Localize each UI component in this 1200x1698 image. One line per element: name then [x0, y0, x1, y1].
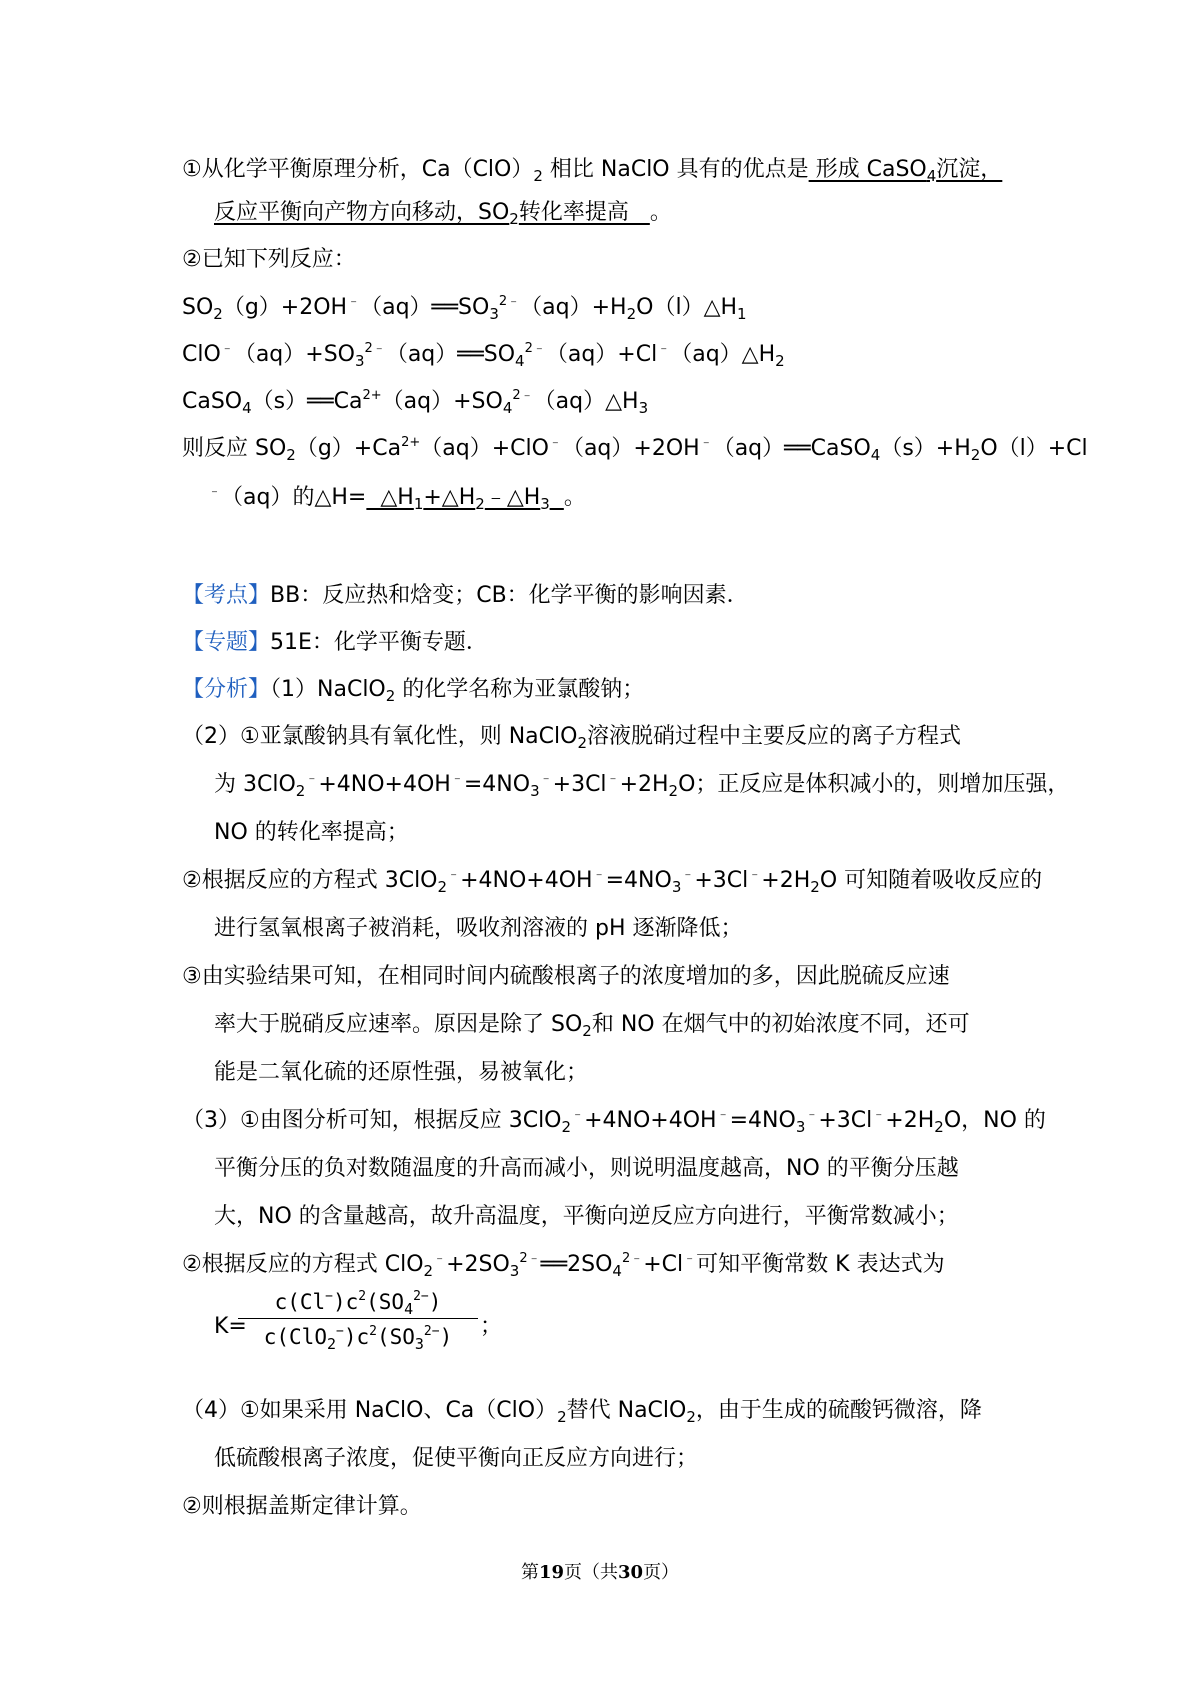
fenxi-line: 【分析】（1）NaClO$_2$ 的化学名称为亚氯酸钠； [182, 677, 645, 705]
kaodian-line: 【考点】BB：反应热和焓变；CB：化学平衡的影响因素． [182, 583, 749, 608]
zhuanti-tag: 【专题】 [182, 630, 271, 655]
answer-line-2: 反应平衡向产物方向移动，$SO_2$转化率提高 。 [214, 200, 672, 228]
analysis-7-line-1: （4）①如果采用 NaClO、$Ca(ClO)_2$替代 NaClO$_2$，由于生成的硫酸钙微溶，降 [182, 1398, 982, 1426]
kaodian-tag: 【考点】 [182, 583, 271, 608]
fenxi-tag: 【分析】 [182, 677, 271, 702]
analysis-5-line-3: 大，NO 的含量越高，故升高温度，平衡向逆反应方向进行，平衡常数减小； [214, 1204, 959, 1229]
target-reaction: 则反应 $SO_2(g)+Ca^{2+}(aq)+ClO^﹣(aq)+2OH^﹣(aq)══CaSO_4(s)+H_2O(l)+Cl$ [182, 435, 1088, 464]
page-footer: 第19页（共30页） [520, 1562, 680, 1583]
analysis-6-line-1: ②根据反应的方程式 $ClO_2^﹣+2SO_3^{2﹣}══2SO_4^{2﹣}+Cl^﹣$可知平衡常数 K 表达式为 [182, 1251, 945, 1280]
zhuanti-line: 【专题】51E：化学平衡专题． [182, 630, 488, 655]
reaction-1: $SO_2(g)+2OH^﹣(aq)══SO_3^{2﹣}(aq)+H_2O(l)\triangle H_1$ [182, 294, 747, 323]
analysis-7-line-2: 低硫酸根离子浓度，促使平衡向正反应方向进行； [214, 1446, 699, 1471]
analysis-8-line-1: ②则根据盖斯定律计算。 [182, 1494, 422, 1519]
analysis-4-line-2: 率大于脱硝反应速率。原因是除了 $SO_2$和 NO 在烟气中的初始浓度不同，还可 [214, 1012, 970, 1040]
k-fraction [238, 1289, 478, 1353]
analysis-5-line-1: （3）①由图分析可知，根据反应 $3ClO_2^﹣+4NO+4OH^﹣=4NO_3^﹣+3Cl^﹣+2H_2O$，NO 的 [182, 1107, 1046, 1136]
analysis-2-line-1: （2）①亚氯酸钠具有氧化性，则 NaClO$_2$溶液脱硝过程中主要反应的离子方程式 [182, 724, 962, 752]
analysis-4-line-3: 能是二氧化硫的还原性强，易被氧化； [214, 1060, 589, 1085]
analysis-5-line-2: 平衡分压的负对数随温度的升高而减小，则说明温度越高，NO 的平衡分压越 [214, 1156, 959, 1181]
known-reactions-heading: ②已知下列反应： [182, 247, 356, 272]
fraction-bar [238, 1318, 478, 1319]
reaction-2: $ClO^﹣(aq)+SO_3^{2﹣}(aq)══SO_4^{2﹣}(aq)+Cl^﹣(aq)\triangle H_2$ [182, 341, 785, 370]
analysis-2-line-3: NO 的转化率提高； [214, 820, 409, 845]
analysis-3-line-1: ②根据反应的方程式 $3ClO_2^﹣+4NO+4OH^﹣=4NO_3^﹣+3Cl^﹣+2H_2O$ 可知随着吸收反应的 [182, 867, 1043, 896]
analysis-2-line-2: 为 $3ClO_2^﹣+4NO+4OH^﹣=4NO_3^﹣+3Cl^﹣+2H_2O$；正反应是体积减小的，则增加压强， [214, 771, 1070, 800]
k-prefix: K= [214, 1314, 247, 1339]
delta-h-answer: ﹣（aq）的△H= $\triangle H_1+\triangle H_2﹣\triangle H_3$ 。 [208, 484, 586, 513]
reaction-3: $CaSO_4(s)══Ca^{2+}(aq)+SO_4^{2﹣}(aq)\triangle H_3$ [182, 388, 649, 417]
page-number: 19 [538, 1562, 564, 1583]
k-numerator: $c(Cl^-)c^2(SO_4^{2-})$ [274, 1289, 442, 1318]
page-total: 30 [618, 1562, 644, 1583]
answer-line-1: ①从化学平衡原理分析，$Ca(ClO)_2$ 相比 NaClO 具有的优点是 形成 CaSO$_4$沉淀， [182, 157, 1003, 185]
k-denominator: $c(ClO_2^-)c^2(SO_3^{2-})$ [263, 1324, 453, 1353]
analysis-3-line-2: 进行氢氧根离子被消耗，吸收剂溶液的 pH 逐渐降低； [214, 916, 743, 941]
analysis-4-line-1: ③由实验结果可知，在相同时间内硫酸根离子的浓度增加的多，因此脱硫反应速 [182, 964, 950, 989]
k-suffix: ； [480, 1314, 503, 1339]
